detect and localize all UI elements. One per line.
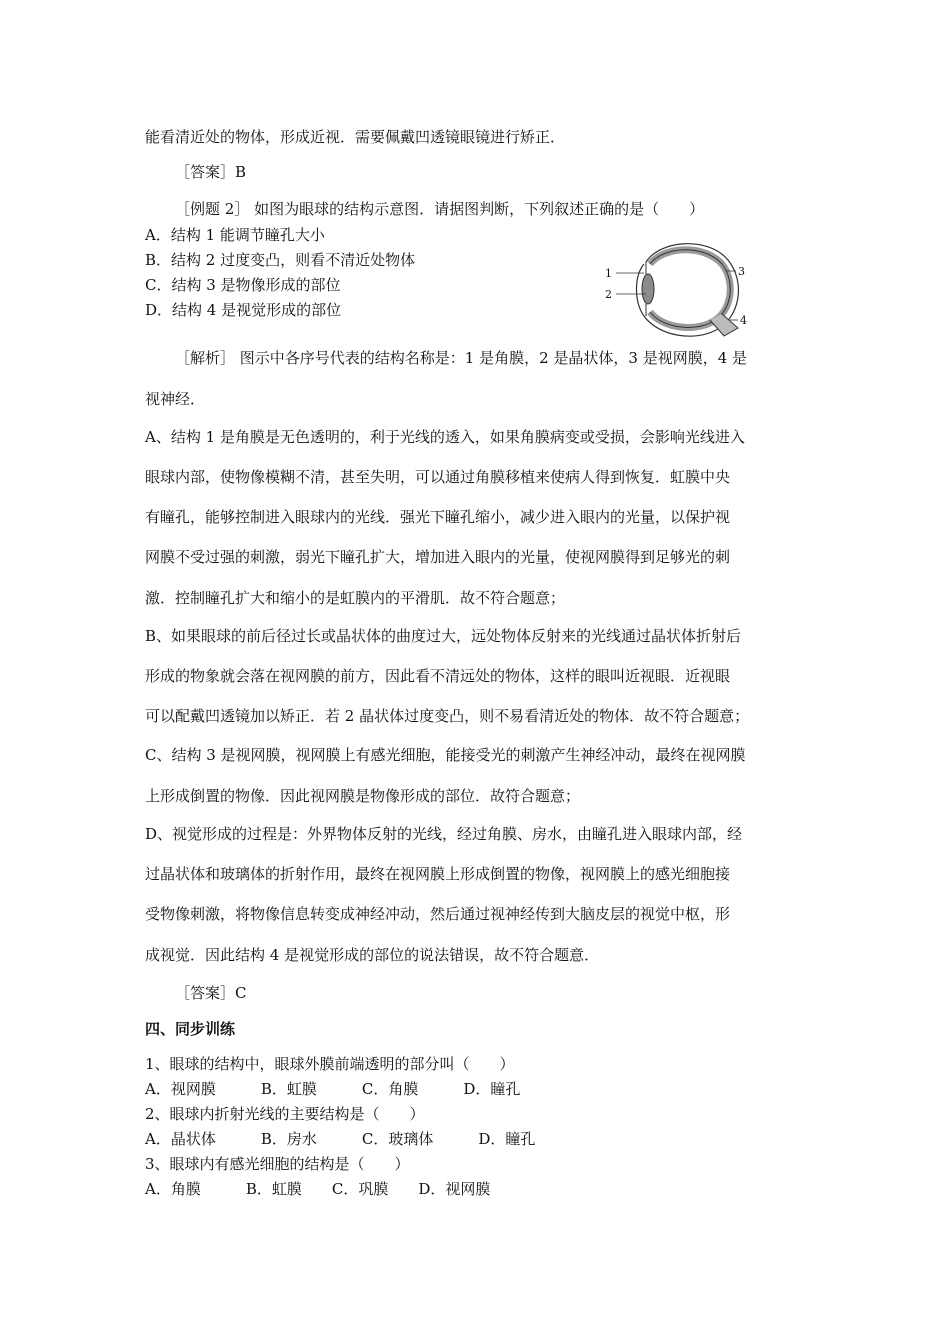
analysis-line: 成视觉．因此结构 4 是视觉形成的部位的说法错误，故不符合题意． xyxy=(145,946,600,964)
analysis-line: D、视觉形成的过程是：外界物体反射的光线，经过角膜、房水，由瞳孔进入眼球内部，经 xyxy=(145,825,743,843)
option-c: C．结构 3 是物像形成的部位 xyxy=(145,276,341,294)
analysis-line: 形成的物象就会落在视网膜的前方，因此看不清远处的物体，这样的眼叫近视眼．近视眼 xyxy=(145,667,731,685)
analysis-line: ［解析］ 图示中各序号代表的结构名称是：1 是角膜，2 是晶状体，3 是视网膜，4 是 xyxy=(175,349,748,367)
exercise-question-3: 3、眼球内有感光细胞的结构是（ ） xyxy=(145,1155,410,1173)
analysis-line: 有瞳孔，能够控制进入眼球内的光线．强光下瞳孔缩小，减少进入眼内的光量，以保护视 xyxy=(145,508,731,526)
answer-line: ［答案］B xyxy=(175,163,247,181)
analysis-line: 激．控制瞳孔扩大和缩小的是虹膜内的平滑肌．故不符合题意； xyxy=(145,589,566,607)
answer-line: ［答案］C xyxy=(175,984,247,1002)
retina-band xyxy=(650,250,730,328)
analysis-line: 眼球内部，使物像模糊不清，甚至失明，可以通过角膜移植来使病人得到恢复．虹膜中央 xyxy=(145,468,731,486)
text-line: 能看清近处的物体，形成近视．需要佩戴凹透镜眼镜进行矫正． xyxy=(145,128,566,146)
analysis-line: C、结构 3 是视网膜，视网膜上有感光细胞，能接受光的刺激产生神经冲动，最终在视网膜 xyxy=(145,746,746,764)
analysis-line: 过晶状体和玻璃体的折射作用，最终在视网膜上形成倒置的物像，视网膜上的感光细胞接 xyxy=(145,865,731,883)
analysis-line: 可以配戴凹透镜加以矫正．若 2 晶状体过度变凸，则不易看清近处的物体．故不符合题意； xyxy=(145,707,750,725)
example-question: ［例题 2］ 如图为眼球的结构示意图．请据图判断，下列叙述正确的是（ ） xyxy=(175,200,705,218)
option-b: B．结构 2 过度变凸，则看不清近处物体 xyxy=(145,251,416,269)
exercise-question-1: 1、眼球的结构中，眼球外膜前端透明的部分叫（ ） xyxy=(145,1055,515,1073)
option-a: A．结构 1 能调节瞳孔大小 xyxy=(145,226,325,244)
analysis-line: 视神经． xyxy=(145,390,206,408)
analysis-line: 上形成倒置的物像．因此视网膜是物像形成的部位．故符合题意； xyxy=(145,787,581,805)
label-2: 2 xyxy=(605,288,612,301)
analysis-line: 受物像刺激，将物像信息转变成神经冲动，然后通过视神经传到大脑皮层的视觉中枢，形 xyxy=(145,905,731,923)
option-d: D．结构 4 是视觉形成的部位 xyxy=(145,301,342,319)
analysis-line: B、如果眼球的前后径过长或晶状体的曲度过大，远处物体反射来的光线通过晶状体折射后 xyxy=(145,627,742,645)
section-heading: 四、同步训练 xyxy=(145,1020,236,1038)
exercise-question-2: 2、眼球内折射光线的主要结构是（ ） xyxy=(145,1105,425,1123)
exercise-options-1: A．视网膜 B．虹膜 C．角膜 D．瞳孔 xyxy=(145,1080,521,1098)
analysis-line: A、结构 1 是角膜是无色透明的，利于光线的透入，如果角膜病变或受损，会影响光线进入 xyxy=(145,428,745,446)
eyeball-diagram-svg xyxy=(598,232,758,344)
lens xyxy=(642,274,654,304)
label-3: 3 xyxy=(738,265,745,278)
analysis-line: 网膜不受过强的刺激，弱光下瞳孔扩大，增加进入眼内的光量，使视网膜得到足够光的刺 xyxy=(145,548,731,566)
eyeball-diagram xyxy=(598,232,758,344)
exercise-options-3: A．角膜 B．虹膜 C．巩膜 D．视网膜 xyxy=(145,1180,491,1198)
label-4: 4 xyxy=(740,314,747,327)
exercise-options-2: A．晶状体 B．房水 C．玻璃体 D．瞳孔 xyxy=(145,1130,536,1148)
label-1: 1 xyxy=(605,267,612,280)
